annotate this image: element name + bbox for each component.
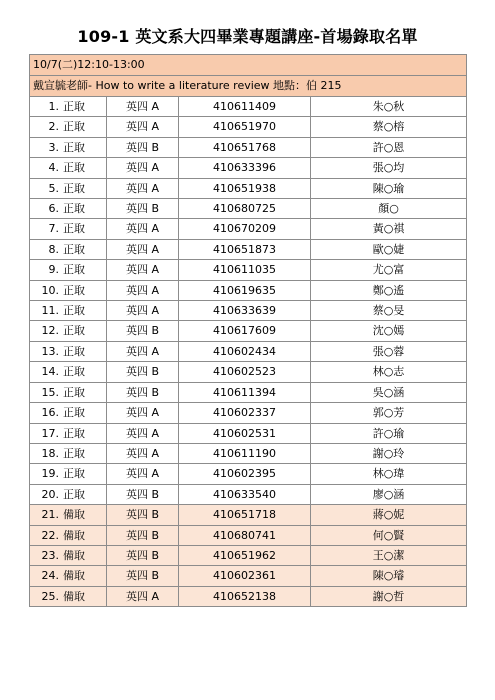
student-name-cell: 歐○婕 — [311, 239, 467, 259]
row-number: 20. — [41, 487, 59, 501]
rank-cell — [30, 97, 107, 117]
student-id-cell: 410611190 — [179, 443, 311, 463]
admission-status: 正取 — [63, 446, 85, 460]
student-id-cell: 410611394 — [179, 382, 311, 402]
row-number: 23. — [41, 548, 59, 562]
admitted-row — [30, 219, 467, 239]
rank-cell — [30, 423, 107, 443]
row-number: 16. — [41, 406, 59, 420]
class-cell: 英四 A — [107, 260, 179, 280]
row-number: 9. — [48, 263, 59, 277]
student-name-cell: 尤○富 — [311, 260, 467, 280]
student-name-cell: 鄭○遙 — [311, 280, 467, 300]
session-datetime: 10/7(二)12:10-13:00 — [30, 55, 467, 76]
student-name-cell: 陳○瑜 — [311, 178, 467, 198]
class-cell: 英四 B — [107, 199, 179, 219]
row-number: 15. — [41, 385, 59, 399]
student-name-cell: 蔡○旻 — [311, 301, 467, 321]
class-cell: 英四 A — [107, 97, 179, 117]
admission-status: 正取 — [63, 344, 85, 358]
admission-status: 正取 — [63, 100, 85, 113]
waitlist-row — [30, 586, 467, 606]
admission-list-body — [30, 55, 467, 607]
row-number: 12. — [41, 324, 59, 338]
student-id-cell: 410602395 — [179, 464, 311, 484]
admission-status: 正取 — [63, 406, 85, 420]
admitted-row — [30, 484, 467, 504]
admission-status: 備取 — [63, 508, 85, 522]
class-cell: 英四 B — [107, 566, 179, 586]
student-id-cell: 410602523 — [179, 362, 311, 382]
student-name-cell: 郭○芳 — [311, 403, 467, 423]
class-cell: 英四 A — [107, 301, 179, 321]
student-id-cell: 410651873 — [179, 239, 311, 259]
row-number: 11. — [41, 304, 59, 318]
student-name-cell: 王○潔 — [311, 545, 467, 565]
student-id-cell: 410670209 — [179, 219, 311, 239]
admission-status: 正取 — [63, 365, 85, 379]
rank-cell — [30, 566, 107, 586]
admission-status: 正取 — [63, 283, 85, 297]
rank-cell — [30, 403, 107, 423]
student-name-cell: 顏○ — [311, 199, 467, 219]
admitted-row — [30, 178, 467, 198]
rank-cell — [30, 443, 107, 463]
student-name-cell: 許○恩 — [311, 137, 467, 157]
class-cell: 英四 B — [107, 362, 179, 382]
student-id-cell: 410651718 — [179, 505, 311, 525]
student-name-cell: 林○志 — [311, 362, 467, 382]
admitted-row — [30, 341, 467, 361]
row-number: 7. — [48, 222, 59, 236]
student-name-cell: 張○蓉 — [311, 341, 467, 361]
admission-status: 正取 — [63, 263, 85, 277]
row-number: 14. — [41, 365, 59, 379]
student-name-cell: 謝○玲 — [311, 443, 467, 463]
class-cell: 英四 A — [107, 239, 179, 259]
admission-status: 正取 — [63, 304, 85, 318]
class-cell: 英四 A — [107, 178, 179, 198]
rank-cell — [30, 117, 107, 137]
class-cell: 英四 B — [107, 525, 179, 545]
admitted-row — [30, 158, 467, 178]
student-id-cell: 410633396 — [179, 158, 311, 178]
student-id-cell: 410652138 — [179, 586, 311, 606]
class-cell: 英四 B — [107, 505, 179, 525]
admitted-row — [30, 321, 467, 341]
session-topic: 戴宣毓老師- How to write a literature review 地點：伯 215 — [30, 76, 467, 97]
row-number: 8. — [48, 242, 59, 256]
student-id-cell: 410651938 — [179, 178, 311, 198]
class-cell: 英四 A — [107, 158, 179, 178]
row-number: 22. — [41, 528, 59, 542]
admission-status: 備取 — [63, 589, 85, 603]
class-cell: 英四 B — [107, 321, 179, 341]
student-name-cell: 林○瑋 — [311, 464, 467, 484]
admission-status: 正取 — [63, 161, 85, 175]
session-datetime-row — [30, 55, 467, 76]
admitted-row — [30, 137, 467, 157]
admitted-row — [30, 280, 467, 300]
admitted-row — [30, 403, 467, 423]
admission-status: 正取 — [63, 487, 85, 501]
admission-status: 正取 — [63, 222, 85, 236]
class-cell: 英四 A — [107, 219, 179, 239]
student-name-cell: 謝○哲 — [311, 586, 467, 606]
admission-status: 正取 — [63, 140, 85, 154]
rank-cell — [30, 178, 107, 198]
admitted-row — [30, 301, 467, 321]
student-name-cell: 蔡○榕 — [311, 117, 467, 137]
row-number: 25. — [41, 589, 59, 603]
student-name-cell: 朱○秋 — [311, 97, 467, 117]
waitlist-row — [30, 505, 467, 525]
admission-list-table — [29, 54, 467, 607]
row-number: 3. — [48, 140, 59, 154]
student-name-cell: 何○賢 — [311, 525, 467, 545]
student-name-cell: 吳○涵 — [311, 382, 467, 402]
admission-status: 正取 — [63, 467, 85, 481]
row-number: 1. — [48, 100, 59, 113]
rank-cell — [30, 525, 107, 545]
class-cell: 英四 A — [107, 443, 179, 463]
class-cell: 英四 B — [107, 382, 179, 402]
rank-cell — [30, 239, 107, 259]
class-cell: 英四 B — [107, 137, 179, 157]
row-number: 2. — [48, 120, 59, 134]
admission-status: 正取 — [63, 202, 85, 216]
class-cell: 英四 A — [107, 423, 179, 443]
rank-cell — [30, 199, 107, 219]
class-cell: 英四 A — [107, 464, 179, 484]
student-id-cell: 410611035 — [179, 260, 311, 280]
row-number: 21. — [41, 508, 59, 522]
student-id-cell: 410633540 — [179, 484, 311, 504]
rank-cell — [30, 362, 107, 382]
student-id-cell: 410602434 — [179, 341, 311, 361]
student-id-cell: 410680725 — [179, 199, 311, 219]
admission-status: 正取 — [63, 385, 85, 399]
admitted-row — [30, 97, 467, 117]
rank-cell — [30, 219, 107, 239]
class-cell: 英四 A — [107, 586, 179, 606]
row-number: 4. — [48, 161, 59, 175]
rank-cell — [30, 260, 107, 280]
row-number: 17. — [41, 426, 59, 440]
rank-cell — [30, 301, 107, 321]
row-number: 19. — [41, 467, 59, 481]
student-id-cell: 410651768 — [179, 137, 311, 157]
admission-status: 正取 — [63, 324, 85, 338]
student-id-cell: 410651962 — [179, 545, 311, 565]
admission-status: 正取 — [63, 426, 85, 440]
admission-status: 備取 — [63, 548, 85, 562]
rank-cell — [30, 280, 107, 300]
row-number: 18. — [41, 446, 59, 460]
student-id-cell: 410617609 — [179, 321, 311, 341]
rank-cell — [30, 545, 107, 565]
session-topic-row — [30, 76, 467, 97]
class-cell: 英四 A — [107, 280, 179, 300]
admitted-row — [30, 260, 467, 280]
class-cell: 英四 A — [107, 117, 179, 137]
student-id-cell: 410611409 — [179, 97, 311, 117]
admitted-row — [30, 239, 467, 259]
admitted-row — [30, 443, 467, 463]
admitted-row — [30, 423, 467, 443]
row-number: 24. — [41, 569, 59, 583]
rank-cell — [30, 137, 107, 157]
student-name-cell: 黃○祺 — [311, 219, 467, 239]
row-number: 13. — [41, 344, 59, 358]
admitted-row — [30, 382, 467, 402]
admitted-row — [30, 464, 467, 484]
student-name-cell: 蔣○妮 — [311, 505, 467, 525]
admission-status: 正取 — [63, 242, 85, 256]
student-id-cell: 410633639 — [179, 301, 311, 321]
student-id-cell: 410602361 — [179, 566, 311, 586]
rank-cell — [30, 158, 107, 178]
student-id-cell: 410602337 — [179, 403, 311, 423]
student-name-cell: 廖○涵 — [311, 484, 467, 504]
rank-cell — [30, 586, 107, 606]
student-name-cell: 陳○璿 — [311, 566, 467, 586]
waitlist-row — [30, 545, 467, 565]
waitlist-row — [30, 525, 467, 545]
admission-status: 備取 — [63, 528, 85, 542]
admitted-row — [30, 362, 467, 382]
class-cell: 英四 A — [107, 341, 179, 361]
admission-status: 正取 — [63, 120, 85, 134]
student-name-cell: 沈○嫣 — [311, 321, 467, 341]
admission-status: 備取 — [63, 569, 85, 583]
rank-cell — [30, 321, 107, 341]
rank-cell — [30, 341, 107, 361]
rank-cell — [30, 382, 107, 402]
student-id-cell: 410619635 — [179, 280, 311, 300]
admitted-row — [30, 199, 467, 219]
student-id-cell: 410651970 — [179, 117, 311, 137]
student-id-cell: 410680741 — [179, 525, 311, 545]
page-title: 109-1 英文系大四畢業專題講座-首場錄取名單 — [77, 27, 418, 46]
admission-status: 正取 — [63, 181, 85, 195]
class-cell: 英四 A — [107, 403, 179, 423]
student-name-cell: 許○瑜 — [311, 423, 467, 443]
student-id-cell: 410602531 — [179, 423, 311, 443]
rank-cell — [30, 484, 107, 504]
student-name-cell: 張○均 — [311, 158, 467, 178]
row-number: 10. — [41, 283, 59, 297]
class-cell: 英四 B — [107, 545, 179, 565]
admitted-row — [30, 117, 467, 137]
row-number: 5. — [48, 181, 59, 195]
rank-cell — [30, 505, 107, 525]
rank-cell — [30, 464, 107, 484]
row-number: 6. — [48, 202, 59, 216]
class-cell: 英四 B — [107, 484, 179, 504]
waitlist-row — [30, 566, 467, 586]
